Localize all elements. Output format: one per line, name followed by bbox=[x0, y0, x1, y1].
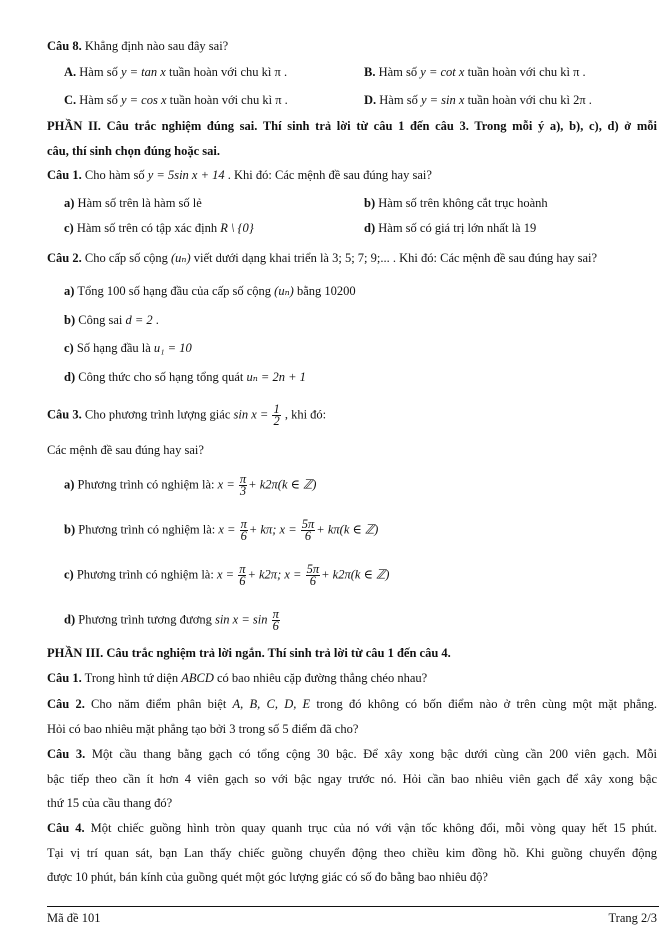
p2-q3-post: , khi đó: bbox=[281, 407, 327, 422]
p2-q1-a-label: a) bbox=[64, 196, 75, 210]
q8-stem bbox=[47, 38, 228, 54]
p2-q2-stem bbox=[47, 250, 597, 266]
part2-header-line2: câu, thí sinh chọn đúng hoặc sai. bbox=[47, 144, 220, 158]
p2-q2-label: Câu 2. bbox=[47, 251, 82, 265]
p2-q3-b-fraction2 bbox=[301, 519, 316, 542]
p2-q3-b bbox=[64, 519, 378, 542]
p2-q3-c-num1: π bbox=[239, 562, 246, 576]
p3-q4-line1-text: Một chiếc guồng hình tròn quay quanh trục của nó với vận tốc không đổi, mỗi vòng quay hết 15 phút. bbox=[84, 821, 657, 835]
p2-q1-c-label: c) bbox=[64, 221, 74, 235]
p2-q3-a-den: 3 bbox=[239, 484, 247, 498]
p2-q1-a bbox=[64, 195, 202, 211]
p2-q1-post: . Khi đó: Các mệnh đề sau đúng hay sai? bbox=[224, 168, 432, 182]
footer-divider bbox=[47, 906, 659, 907]
p3-q1 bbox=[47, 670, 427, 686]
p2-q3-b-math2: + kπ; x = bbox=[248, 522, 297, 537]
p2-q3-d-label: d) bbox=[64, 612, 76, 627]
q8-option-b-math: y = cot x bbox=[420, 65, 465, 79]
q8-option-b-label: B. bbox=[364, 65, 376, 79]
p2-q2-c-text: Số hạng đầu là bbox=[73, 341, 154, 355]
p2-q3-c-den1: 6 bbox=[239, 574, 246, 588]
p2-q3-d-fraction bbox=[272, 609, 280, 632]
p2-q3-b-den2: 6 bbox=[304, 529, 312, 543]
p2-q2-b-label: b) bbox=[64, 313, 76, 327]
p2-q2-b-text: Công sai bbox=[75, 313, 126, 327]
p2-q3-b-math3: + kπ(k ∈ ℤ) bbox=[316, 522, 379, 537]
p2-q2-a-text: Tổng 100 số hạng đầu của cấp số cộng bbox=[74, 284, 275, 298]
p2-q3-c-fraction1 bbox=[238, 564, 246, 587]
p2-q2-c bbox=[64, 340, 192, 356]
p2-q3-b-fraction1 bbox=[240, 519, 248, 542]
p2-q3-c-math3: + k2π(k ∈ ℤ) bbox=[321, 567, 390, 582]
p2-q3-b-num2: 5π bbox=[301, 517, 315, 531]
p2-q1-d-text: Hàm số có giá trị lớn nhất là 19 bbox=[375, 221, 537, 235]
p3-q4-line3: được 10 phút, bán kính của guồng quét một góc lượng giác có số đo bằng bao nhiêu độ? bbox=[47, 870, 488, 884]
q8-option-b bbox=[364, 64, 586, 80]
p3-q4-label: Câu 4. bbox=[47, 821, 85, 835]
q8-option-d-post: tuần hoàn với chu kì 2π . bbox=[464, 93, 592, 107]
p2-q1-b bbox=[364, 195, 548, 211]
p2-q1-stem bbox=[47, 167, 432, 183]
q8-option-a-math: y = tan x bbox=[120, 65, 166, 79]
p2-q2-b-post: . bbox=[152, 313, 159, 327]
p2-q3-a-label: a) bbox=[64, 477, 75, 492]
p3-q1-label: Câu 1. bbox=[47, 671, 82, 685]
q8-option-c bbox=[64, 92, 288, 108]
p2-q3-fraction bbox=[272, 404, 280, 427]
p3-q3-line2: bậc tiếp theo cần ít hơn 4 viên gạch so với bậc ngay trước nó. Hỏi cần bao nhiêu viên gạch để xây xong bậc bbox=[47, 772, 657, 786]
part2-header-line1: PHẦN II. Câu trắc nghiệm đúng sai. Thí sinh trả lời từ câu 1 đến câu 3. Trong mỗi ý a), b), c), d) ở mỗi bbox=[47, 119, 657, 133]
p2-q1-b-text: Hàm số trên không cắt trục hoành bbox=[375, 196, 548, 210]
p2-q3-a-fraction bbox=[239, 474, 247, 497]
p2-q1-pre: Cho hàm số bbox=[81, 168, 148, 182]
p2-q3-d-text: Phương trình tương đương bbox=[75, 612, 215, 627]
p2-q2-a-math: (uₙ) bbox=[274, 284, 294, 298]
p2-q2-c-label: c) bbox=[64, 341, 74, 355]
q8-stem-text: Khẳng định nào sau đây sai? bbox=[81, 39, 229, 53]
p2-q3-d-num: π bbox=[272, 607, 279, 621]
p2-q3-math: sin x = bbox=[233, 407, 269, 422]
p2-q2-math: (uₙ) bbox=[170, 251, 191, 265]
q8-option-a-pre: Hàm số bbox=[76, 65, 121, 79]
p2-q3-c bbox=[64, 564, 389, 587]
p2-q3-a-num: π bbox=[239, 472, 247, 486]
p3-q1-pre: Trong hình tứ diện bbox=[81, 671, 182, 685]
p2-q1-c bbox=[64, 220, 254, 236]
p2-q2-c-math: u₁ = 10 bbox=[153, 341, 192, 355]
p3-q2-line1 bbox=[47, 696, 657, 712]
p2-q3-b-text: Phương trình có nghiệm là: bbox=[75, 522, 219, 537]
p2-q3-b-math1: x = bbox=[218, 522, 236, 537]
p2-q3-b-num1: π bbox=[240, 517, 247, 531]
p2-q3-d-math1: sin x = sin bbox=[214, 612, 268, 627]
p2-q1-label: Câu 1. bbox=[47, 168, 82, 182]
q8-option-d-math: y = sin x bbox=[420, 93, 465, 107]
p2-q3-d bbox=[64, 609, 281, 632]
p2-q3-c-text: Phương trình có nghiệm là: bbox=[73, 567, 217, 582]
p3-q3-line1 bbox=[47, 746, 657, 762]
p2-q2-a-post: bằng 10200 bbox=[293, 284, 356, 298]
p2-q2-d-math: uₙ = 2n + 1 bbox=[246, 370, 306, 384]
p2-q3-a-math1: x = bbox=[217, 477, 235, 492]
p2-q3-b-den1: 6 bbox=[240, 529, 247, 543]
p3-q2-line2: Hỏi có bao nhiêu mặt phẳng tạo bởi 3 trong số 5 điểm đã cho? bbox=[47, 722, 359, 736]
q8-label: Câu 8. bbox=[47, 39, 82, 53]
q8-option-d-pre: Hàm số bbox=[376, 93, 421, 107]
p2-q3-fraction-num: 1 bbox=[273, 402, 280, 416]
p2-q3-line2: Các mệnh đề sau đúng hay sai? bbox=[47, 443, 204, 457]
q8-option-d-label: D. bbox=[364, 93, 377, 107]
p2-q2-a-label: a) bbox=[64, 284, 75, 298]
q8-option-c-pre: Hàm số bbox=[76, 93, 121, 107]
p2-q2-pre: Cho cấp số cộng bbox=[81, 251, 171, 265]
p2-q3-c-num2: 5π bbox=[306, 562, 320, 576]
p2-q3-c-math1: x = bbox=[216, 567, 235, 582]
p2-q2-mid: viết dưới dạng khai triển là bbox=[190, 251, 333, 265]
q8-option-c-math: y = cos x bbox=[120, 93, 167, 107]
p3-q4-line1 bbox=[47, 820, 657, 836]
footer-page-number: Trang 2/3 bbox=[608, 911, 657, 925]
p2-q3-stem bbox=[47, 404, 326, 427]
q8-option-b-pre: Hàm số bbox=[375, 65, 421, 79]
p2-q3-a-text: Phương trình có nghiệm là: bbox=[74, 477, 218, 492]
p2-q3-c-math2: + k2π; x = bbox=[247, 567, 302, 582]
footer-exam-code: Mã đề 101 bbox=[47, 911, 101, 925]
p2-q3-b-label: b) bbox=[64, 522, 76, 537]
q8-option-a bbox=[64, 64, 287, 80]
p2-q2-a bbox=[64, 283, 356, 299]
p2-q3-label: Câu 3. bbox=[47, 407, 82, 422]
p2-q1-d-label: d) bbox=[364, 221, 376, 235]
p3-q2-pre: Cho năm điểm phân biệt bbox=[84, 697, 233, 711]
q8-option-a-label: A. bbox=[64, 65, 77, 79]
q8-option-a-post: tuần hoàn với chu kì π . bbox=[165, 65, 288, 79]
p3-q3-line3: thứ 15 của cầu thang đó? bbox=[47, 796, 173, 810]
p2-q1-a-text: Hàm số trên là hàm số lẻ bbox=[74, 196, 202, 210]
p2-q3-c-label: c) bbox=[64, 567, 74, 582]
q8-option-c-label: C. bbox=[64, 93, 77, 107]
p2-q3-c-fraction2 bbox=[306, 564, 321, 587]
p2-q1-d bbox=[364, 220, 536, 236]
p3-q2-math: A, B, C, D, E bbox=[232, 697, 311, 711]
p2-q1-c-math: R \ {0} bbox=[220, 221, 254, 235]
p3-q2-post: trong đó không có bốn điểm nào ở trên cùng một mặt phẳng. bbox=[310, 697, 657, 711]
p3-q2-label: Câu 2. bbox=[47, 697, 85, 711]
p2-q1-c-text: Hàm số trên có tập xác định bbox=[73, 221, 221, 235]
q8-option-b-post: tuần hoàn với chu kì π . bbox=[464, 65, 586, 79]
p2-q3-a bbox=[64, 474, 316, 497]
p2-q1-math: y = 5sin x + 14 bbox=[147, 168, 225, 182]
q8-option-c-post: tuần hoàn với chu kì π . bbox=[166, 93, 288, 107]
p2-q2-d-label: d) bbox=[64, 370, 76, 384]
p3-q1-post: có bao nhiêu cặp đường thẳng chéo nhau? bbox=[213, 671, 428, 685]
p2-q2-b bbox=[64, 312, 159, 328]
p3-q4-line2: Tại vị trí quan sát, bạn Lan thấy chiếc guồng chuyển động theo chiều kim đồng hồ. Khi guồng chuyển động bbox=[47, 846, 657, 860]
p2-q2-sequence: 3; 5; 7; 9;... . bbox=[332, 251, 397, 265]
q8-option-d bbox=[364, 92, 592, 108]
p3-q3-line1-text: Một cầu thang bằng gạch có tổng cộng 30 bậc. Để xây xong bậc dưới cùng cần 200 viên gạch. Mỗi bbox=[85, 747, 657, 761]
p3-q1-math: ABCD bbox=[181, 671, 214, 685]
p2-q3-a-math2: + k2π(k ∈ ℤ) bbox=[248, 477, 317, 492]
p2-q1-b-label: b) bbox=[364, 196, 376, 210]
p2-q2-d bbox=[64, 369, 306, 385]
p2-q3-fraction-den: 2 bbox=[273, 414, 280, 428]
p2-q2-post: Khi đó: Các mệnh đề sau đúng hay sai? bbox=[396, 251, 598, 265]
p2-q2-b-math: d = 2 bbox=[125, 313, 153, 327]
p2-q3-pre: Cho phương trình lượng giác bbox=[81, 407, 234, 422]
p2-q2-d-text: Công thức cho số hạng tổng quát bbox=[75, 370, 247, 384]
part3-header: PHẦN III. Câu trắc nghiệm trả lời ngắn. Thí sinh trả lời từ câu 1 đến câu 4. bbox=[47, 646, 451, 660]
p2-q3-d-den: 6 bbox=[272, 619, 279, 633]
p2-q3-c-den2: 6 bbox=[309, 574, 316, 588]
p3-q3-label: Câu 3. bbox=[47, 747, 86, 761]
